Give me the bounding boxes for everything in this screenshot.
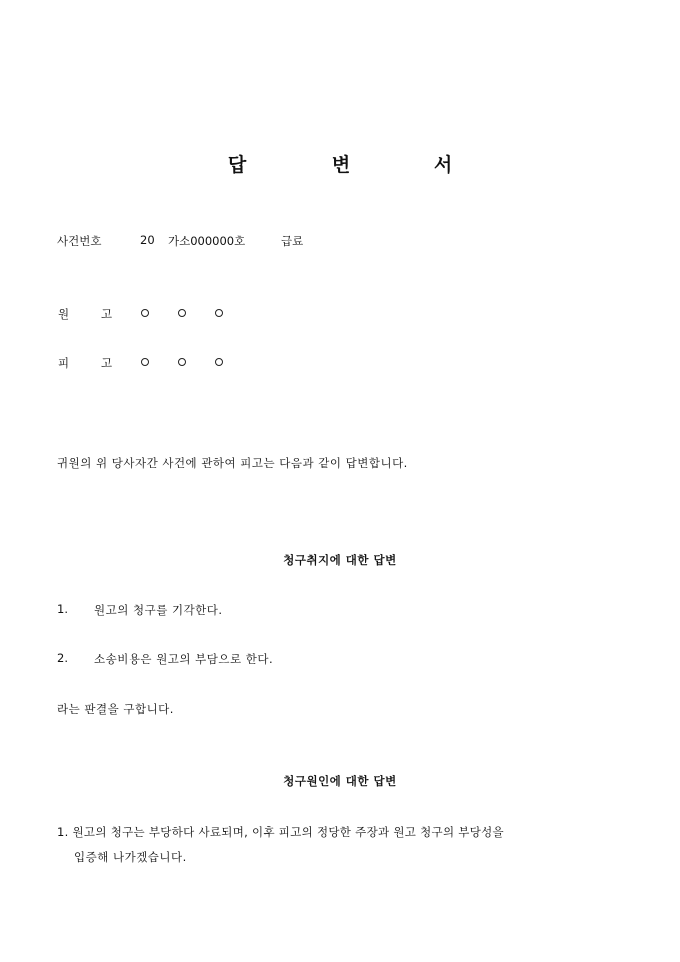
cause-paragraph-line-2: 입증해 나가겠습니다.	[74, 850, 187, 864]
claim-text: 소송비용은 원고의 부담으로 한다.	[94, 652, 274, 666]
claim-number: 1.	[57, 602, 68, 616]
defendant-name-placeholder-circle	[178, 358, 186, 366]
judgment-request: 라는 판결을 구합니다.	[57, 702, 174, 716]
plaintiff-name-placeholder-circle	[141, 309, 149, 317]
case-number: 가소000000호	[168, 234, 246, 248]
section-heading-claims: 청구취지에 대한 답변	[283, 553, 397, 567]
case-year: 20	[140, 233, 155, 247]
intro-paragraph: 귀원의 위 당사자간 사건에 관하여 피고는 다음과 같이 답변합니다.	[57, 456, 408, 470]
plaintiff-name-placeholder-circle	[215, 309, 223, 317]
title-char-3: 서	[433, 154, 453, 176]
plaintiff-label-char-1: 원	[58, 307, 70, 321]
defendant-name-placeholder-circle	[141, 358, 149, 366]
cause-paragraph-line-1: 1. 원고의 청구는 부당하다 사료되며, 이후 피고의 정당한 주장과 원고 청구의 부당성을	[57, 825, 504, 839]
section-heading-cause: 청구원인에 대한 답변	[283, 774, 397, 788]
defendant-label-char-2: 고	[101, 356, 113, 370]
case-name: 급료	[281, 234, 304, 248]
document-title	[0, 150, 680, 180]
plaintiff-label-char-2: 고	[101, 307, 113, 321]
defendant-name-placeholder-circle	[215, 358, 223, 366]
plaintiff-name-placeholder-circle	[178, 309, 186, 317]
claim-text: 원고의 청구를 기각한다.	[94, 603, 223, 617]
case-number-label: 사건번호	[57, 234, 102, 248]
claim-number: 2.	[57, 651, 68, 665]
defendant-label-char-1: 피	[58, 356, 70, 370]
title-char-1: 답	[227, 154, 247, 176]
title-char-2: 변	[331, 154, 351, 176]
